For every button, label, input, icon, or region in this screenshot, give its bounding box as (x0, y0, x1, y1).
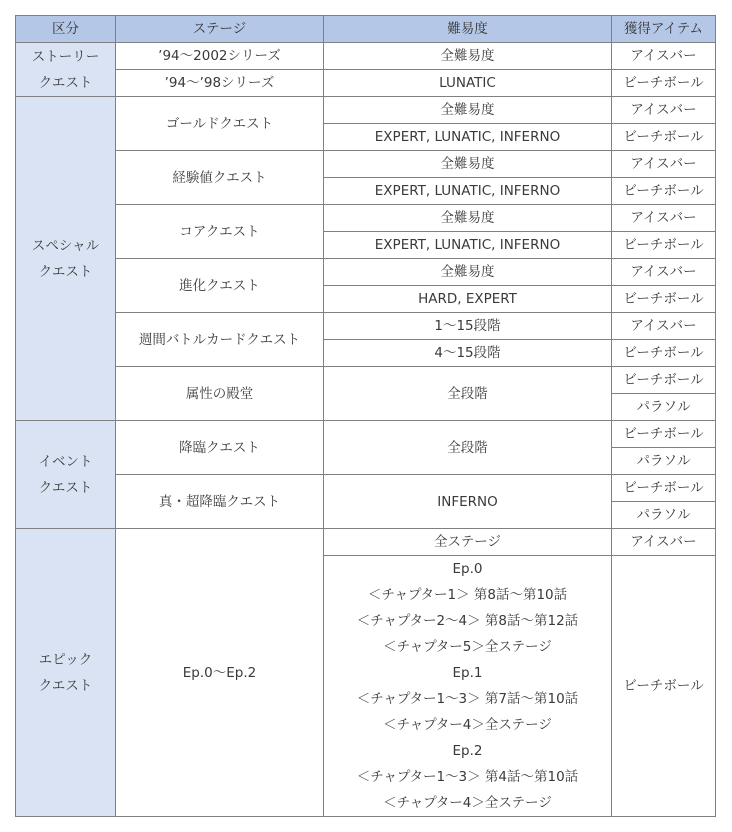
category-special (16, 97, 116, 421)
difficulty-cell: 全段階 (324, 367, 612, 421)
category-line: クエスト (38, 263, 93, 280)
reward-table (15, 15, 716, 817)
header-stage: ステージ (116, 16, 324, 43)
category-line: イベント (38, 453, 93, 470)
difficulty-line: Ep.0 (452, 561, 483, 577)
stage-cell: コアクエスト (116, 205, 324, 259)
item-cell: ビーチボール (612, 421, 716, 448)
category-epic (16, 529, 116, 817)
stage-cell: 属性の殿堂 (116, 367, 324, 421)
difficulty-line: Ep.2 (452, 743, 483, 759)
category-line: クエスト (38, 677, 93, 694)
difficulty-cell: 4〜15段階 (324, 340, 612, 367)
difficulty-cell: 全難易度 (324, 43, 612, 70)
table-row (16, 205, 716, 232)
item-cell: ビーチボール (612, 70, 716, 97)
item-cell: ビーチボール (612, 475, 716, 502)
stage-cell: 経験値クエスト (116, 151, 324, 205)
difficulty-line: ＜チャプター1＞ 第8話〜第10話 (367, 587, 568, 603)
header-row (16, 16, 716, 43)
category-line: ストーリー (31, 48, 100, 65)
item-cell: ビーチボール (612, 340, 716, 367)
stage-cell: Ep.0〜Ep.2 (116, 529, 324, 817)
stage-cell: 降臨クエスト (116, 421, 324, 475)
item-cell: アイスバー (612, 205, 716, 232)
item-cell: ビーチボール (612, 178, 716, 205)
category-line: エピック (38, 651, 93, 668)
item-cell: アイスバー (612, 43, 716, 70)
table-row (16, 97, 716, 124)
difficulty-line: ＜チャプター2〜4＞ 第8話〜第12話 (356, 613, 579, 629)
difficulty-cell: 全ステージ (324, 529, 612, 556)
category-line: クエスト (38, 479, 93, 496)
item-cell: パラソル (612, 394, 716, 421)
stage-cell: 週間バトルカードクエスト (116, 313, 324, 367)
difficulty-cell: 全難易度 (324, 259, 612, 286)
difficulty-cell: 全段階 (324, 421, 612, 475)
item-cell: アイスバー (612, 313, 716, 340)
table-row (16, 529, 716, 556)
item-cell: パラソル (612, 448, 716, 475)
category-line: クエスト (38, 74, 93, 91)
difficulty-cell-multiline (324, 556, 612, 817)
difficulty-line: ＜チャプター5＞全ステージ (383, 639, 552, 655)
table-row (16, 367, 716, 394)
item-cell: ビーチボール (612, 232, 716, 259)
difficulty-cell: 全難易度 (324, 97, 612, 124)
header-category: 区分 (16, 16, 116, 43)
item-cell: ビーチボール (612, 367, 716, 394)
stage-cell: ’94〜2002シリーズ (116, 43, 324, 70)
difficulty-line: ＜チャプター4＞全ステージ (383, 717, 552, 733)
table-row (16, 70, 716, 97)
difficulty-line: Ep.1 (452, 665, 483, 681)
difficulty-cell: 全難易度 (324, 205, 612, 232)
difficulty-cell: HARD, EXPERT (324, 286, 612, 313)
stage-cell: 真・超降臨クエスト (116, 475, 324, 529)
item-cell: アイスバー (612, 151, 716, 178)
category-event (16, 421, 116, 529)
difficulty-cell: EXPERT, LUNATIC, INFERNO (324, 178, 612, 205)
difficulty-line: ＜チャプター4＞全ステージ (383, 795, 552, 811)
item-cell: アイスバー (612, 259, 716, 286)
stage-cell: ゴールドクエスト (116, 97, 324, 151)
table-row (16, 313, 716, 340)
difficulty-cell: 全難易度 (324, 151, 612, 178)
stage-cell: ’94〜’98シリーズ (116, 70, 324, 97)
item-cell: ビーチボール (612, 124, 716, 151)
difficulty-cell: INFERNO (324, 475, 612, 529)
difficulty-line: ＜チャプター1〜3＞ 第7話〜第10話 (356, 691, 579, 707)
table-row (16, 475, 716, 502)
item-cell: アイスバー (612, 529, 716, 556)
table-row (16, 151, 716, 178)
difficulty-cell: EXPERT, LUNATIC, INFERNO (324, 124, 612, 151)
difficulty-cell: 1〜15段階 (324, 313, 612, 340)
table-row (16, 259, 716, 286)
item-cell: ビーチボール (612, 556, 716, 817)
stage-cell: 進化クエスト (116, 259, 324, 313)
difficulty-line: ＜チャプター1〜3＞ 第4話〜第10話 (356, 769, 579, 785)
category-line: スペシャル (31, 237, 100, 254)
table-row (16, 421, 716, 448)
category-story (16, 43, 116, 97)
header-difficulty: 難易度 (324, 16, 612, 43)
difficulty-cell: LUNATIC (324, 70, 612, 97)
table-row (16, 43, 716, 70)
item-cell: ビーチボール (612, 286, 716, 313)
header-item: 獲得アイテム (612, 16, 716, 43)
difficulty-cell: EXPERT, LUNATIC, INFERNO (324, 232, 612, 259)
item-cell: パラソル (612, 502, 716, 529)
item-cell: アイスバー (612, 97, 716, 124)
